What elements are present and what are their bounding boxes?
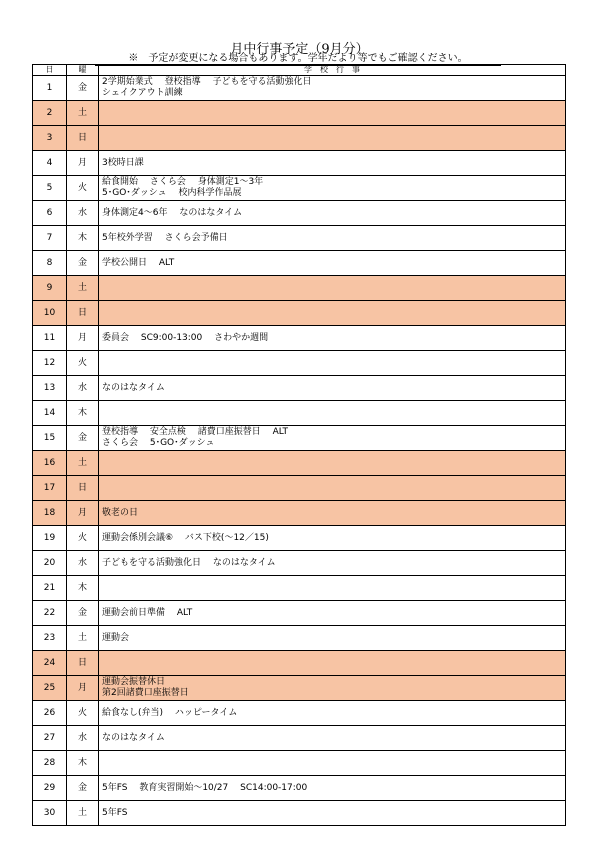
notice-text: ※ 予定が変更になる場合もあります。学年だより等でもご確認ください。 bbox=[95, 53, 501, 66]
weekday-cell: 木 bbox=[67, 226, 99, 251]
events-cell bbox=[99, 351, 566, 376]
event-text: 身体測定4～6年 なのはなタイム bbox=[102, 207, 243, 218]
weekday-cell: 水 bbox=[67, 726, 99, 751]
table-row bbox=[33, 626, 566, 651]
table-row bbox=[33, 351, 566, 376]
day-cell: 6 bbox=[33, 201, 67, 226]
day-cell: 9 bbox=[33, 276, 67, 301]
weekday-cell: 金 bbox=[67, 776, 99, 801]
events-cell bbox=[99, 301, 566, 326]
table-row bbox=[33, 251, 566, 276]
table-row bbox=[33, 676, 566, 701]
events-cell bbox=[99, 451, 566, 476]
weekday-cell: 水 bbox=[67, 376, 99, 401]
table-row bbox=[33, 101, 566, 126]
weekday-cell: 木 bbox=[67, 576, 99, 601]
weekday-cell: 火 bbox=[67, 526, 99, 551]
event-text: なのはなタイム bbox=[102, 732, 165, 743]
weekday-cell: 土 bbox=[67, 276, 99, 301]
table-row bbox=[33, 126, 566, 151]
events-cell bbox=[99, 426, 566, 451]
table-row bbox=[33, 226, 566, 251]
events-cell bbox=[99, 676, 566, 701]
day-cell: 1 bbox=[33, 76, 67, 101]
table-row bbox=[33, 501, 566, 526]
weekday-cell: 日 bbox=[67, 126, 99, 151]
header-weekday: 曜 bbox=[67, 65, 99, 76]
events-cell bbox=[99, 551, 566, 576]
day-cell: 21 bbox=[33, 576, 67, 601]
event-text: 敬老の日 bbox=[102, 507, 139, 518]
weekday-cell: 金 bbox=[67, 426, 99, 451]
header-day: 日 bbox=[33, 65, 67, 76]
events-cell bbox=[99, 226, 566, 251]
table-row bbox=[33, 576, 566, 601]
day-cell: 4 bbox=[33, 151, 67, 176]
weekday-cell: 月 bbox=[67, 501, 99, 526]
table-row bbox=[33, 776, 566, 801]
table-row bbox=[33, 401, 566, 426]
day-cell: 5 bbox=[33, 176, 67, 201]
event-text: 運動会係別会議⑥ バス下校(～12／15) bbox=[102, 532, 269, 543]
event-text: 登校指導 安全点検 諸費口座振替日 ALT bbox=[102, 427, 289, 437]
events-cell bbox=[99, 701, 566, 726]
day-cell: 7 bbox=[33, 226, 67, 251]
weekday-cell: 金 bbox=[67, 251, 99, 276]
events-cell bbox=[99, 401, 566, 426]
table-header-row bbox=[33, 65, 566, 76]
day-cell: 14 bbox=[33, 401, 67, 426]
event-text: 第2回諸費口座振替日 bbox=[102, 688, 189, 698]
table-row bbox=[33, 376, 566, 401]
table-row bbox=[33, 751, 566, 776]
weekday-cell: 木 bbox=[67, 401, 99, 426]
table-row bbox=[33, 301, 566, 326]
events-cell bbox=[99, 201, 566, 226]
event-text: 5年校外学習 さくら会予備日 bbox=[102, 232, 228, 243]
table-row bbox=[33, 801, 566, 826]
events-cell bbox=[99, 326, 566, 351]
event-text: 給食なし(弁当) ハッピータイム bbox=[102, 707, 238, 718]
day-cell: 13 bbox=[33, 376, 67, 401]
day-cell: 25 bbox=[33, 676, 67, 701]
events-cell bbox=[99, 576, 566, 601]
weekday-cell: 月 bbox=[67, 676, 99, 701]
table-row bbox=[33, 551, 566, 576]
event-text: さくら会 5･GO･ダッシュ bbox=[102, 438, 215, 448]
weekday-cell: 金 bbox=[67, 76, 99, 101]
events-cell bbox=[99, 651, 566, 676]
page-title: 月中行事予定（9月分） bbox=[230, 42, 369, 57]
table-row bbox=[33, 151, 566, 176]
event-text: 委員会 SC9:00-13:00 さわやか週間 bbox=[102, 332, 269, 343]
events-cell bbox=[99, 601, 566, 626]
weekday-cell: 火 bbox=[67, 176, 99, 201]
weekday-cell: 火 bbox=[67, 701, 99, 726]
table-row bbox=[33, 201, 566, 226]
events-cell bbox=[99, 526, 566, 551]
table-row bbox=[33, 176, 566, 201]
day-cell: 18 bbox=[33, 501, 67, 526]
weekday-cell: 土 bbox=[67, 101, 99, 126]
event-text: 運動会 bbox=[102, 632, 130, 643]
table-row bbox=[33, 526, 566, 551]
day-cell: 27 bbox=[33, 726, 67, 751]
events-cell bbox=[99, 176, 566, 201]
table-row bbox=[33, 726, 566, 751]
event-text: なのはなタイム bbox=[102, 382, 165, 393]
weekday-cell: 月 bbox=[67, 326, 99, 351]
table-row bbox=[33, 701, 566, 726]
event-text: 5年FS bbox=[102, 807, 128, 818]
weekday-cell: 水 bbox=[67, 201, 99, 226]
weekday-cell: 日 bbox=[67, 476, 99, 501]
events-cell bbox=[99, 76, 566, 101]
day-cell: 28 bbox=[33, 751, 67, 776]
events-cell bbox=[99, 101, 566, 126]
day-cell: 30 bbox=[33, 801, 67, 826]
weekday-cell: 土 bbox=[67, 801, 99, 826]
day-cell: 24 bbox=[33, 651, 67, 676]
event-text: シェイクアウト訓練 bbox=[102, 88, 183, 98]
table-row bbox=[33, 426, 566, 451]
day-cell: 2 bbox=[33, 101, 67, 126]
events-cell bbox=[99, 626, 566, 651]
day-cell: 8 bbox=[33, 251, 67, 276]
weekday-cell: 日 bbox=[67, 301, 99, 326]
event-text: 2学期始業式 登校指導 子どもを守る活動強化日 bbox=[102, 77, 312, 87]
day-cell: 19 bbox=[33, 526, 67, 551]
day-cell: 15 bbox=[33, 426, 67, 451]
event-text: 給食開始 さくら会 身体測定1～3年 bbox=[102, 177, 264, 187]
day-cell: 22 bbox=[33, 601, 67, 626]
day-cell: 3 bbox=[33, 126, 67, 151]
events-cell bbox=[99, 801, 566, 826]
events-cell bbox=[99, 251, 566, 276]
table-row bbox=[33, 476, 566, 501]
header-events: 学 校 行 事 bbox=[99, 65, 566, 76]
event-text: 5年FS 教育実習開始～10/27 SC14:00-17:00 bbox=[102, 782, 308, 793]
day-cell: 20 bbox=[33, 551, 67, 576]
table-row bbox=[33, 651, 566, 676]
weekday-cell: 金 bbox=[67, 601, 99, 626]
weekday-cell: 土 bbox=[67, 626, 99, 651]
weekday-cell: 火 bbox=[67, 351, 99, 376]
events-cell bbox=[99, 776, 566, 801]
day-cell: 16 bbox=[33, 451, 67, 476]
weekday-cell: 水 bbox=[67, 551, 99, 576]
day-cell: 12 bbox=[33, 351, 67, 376]
weekday-cell: 日 bbox=[67, 651, 99, 676]
events-cell bbox=[99, 501, 566, 526]
table-row bbox=[33, 276, 566, 301]
event-text: 学校公開日 ALT bbox=[102, 257, 175, 268]
day-cell: 26 bbox=[33, 701, 67, 726]
day-cell: 17 bbox=[33, 476, 67, 501]
event-text: 子どもを守る活動強化日 なのはなタイム bbox=[102, 557, 276, 568]
events-cell bbox=[99, 126, 566, 151]
event-text: 運動会振替休日 bbox=[102, 677, 166, 687]
event-text: 5･GO･ダッシュ 校内科学作品展 bbox=[102, 188, 242, 198]
schedule-table bbox=[32, 64, 566, 826]
day-cell: 10 bbox=[33, 301, 67, 326]
events-cell bbox=[99, 276, 566, 301]
events-cell bbox=[99, 376, 566, 401]
weekday-cell: 木 bbox=[67, 751, 99, 776]
day-cell: 11 bbox=[33, 326, 67, 351]
event-text: 運動会前日準備 ALT bbox=[102, 607, 193, 618]
weekday-cell: 土 bbox=[67, 451, 99, 476]
day-cell: 23 bbox=[33, 626, 67, 651]
event-text: 3校時日課 bbox=[102, 157, 144, 168]
schedule-rows bbox=[33, 76, 566, 826]
table-row bbox=[33, 451, 566, 476]
events-cell bbox=[99, 751, 566, 776]
table-row bbox=[33, 601, 566, 626]
events-cell bbox=[99, 726, 566, 751]
table-row bbox=[33, 76, 566, 101]
day-cell: 29 bbox=[33, 776, 67, 801]
table-row bbox=[33, 326, 566, 351]
weekday-cell: 月 bbox=[67, 151, 99, 176]
events-cell bbox=[99, 151, 566, 176]
events-cell bbox=[99, 476, 566, 501]
